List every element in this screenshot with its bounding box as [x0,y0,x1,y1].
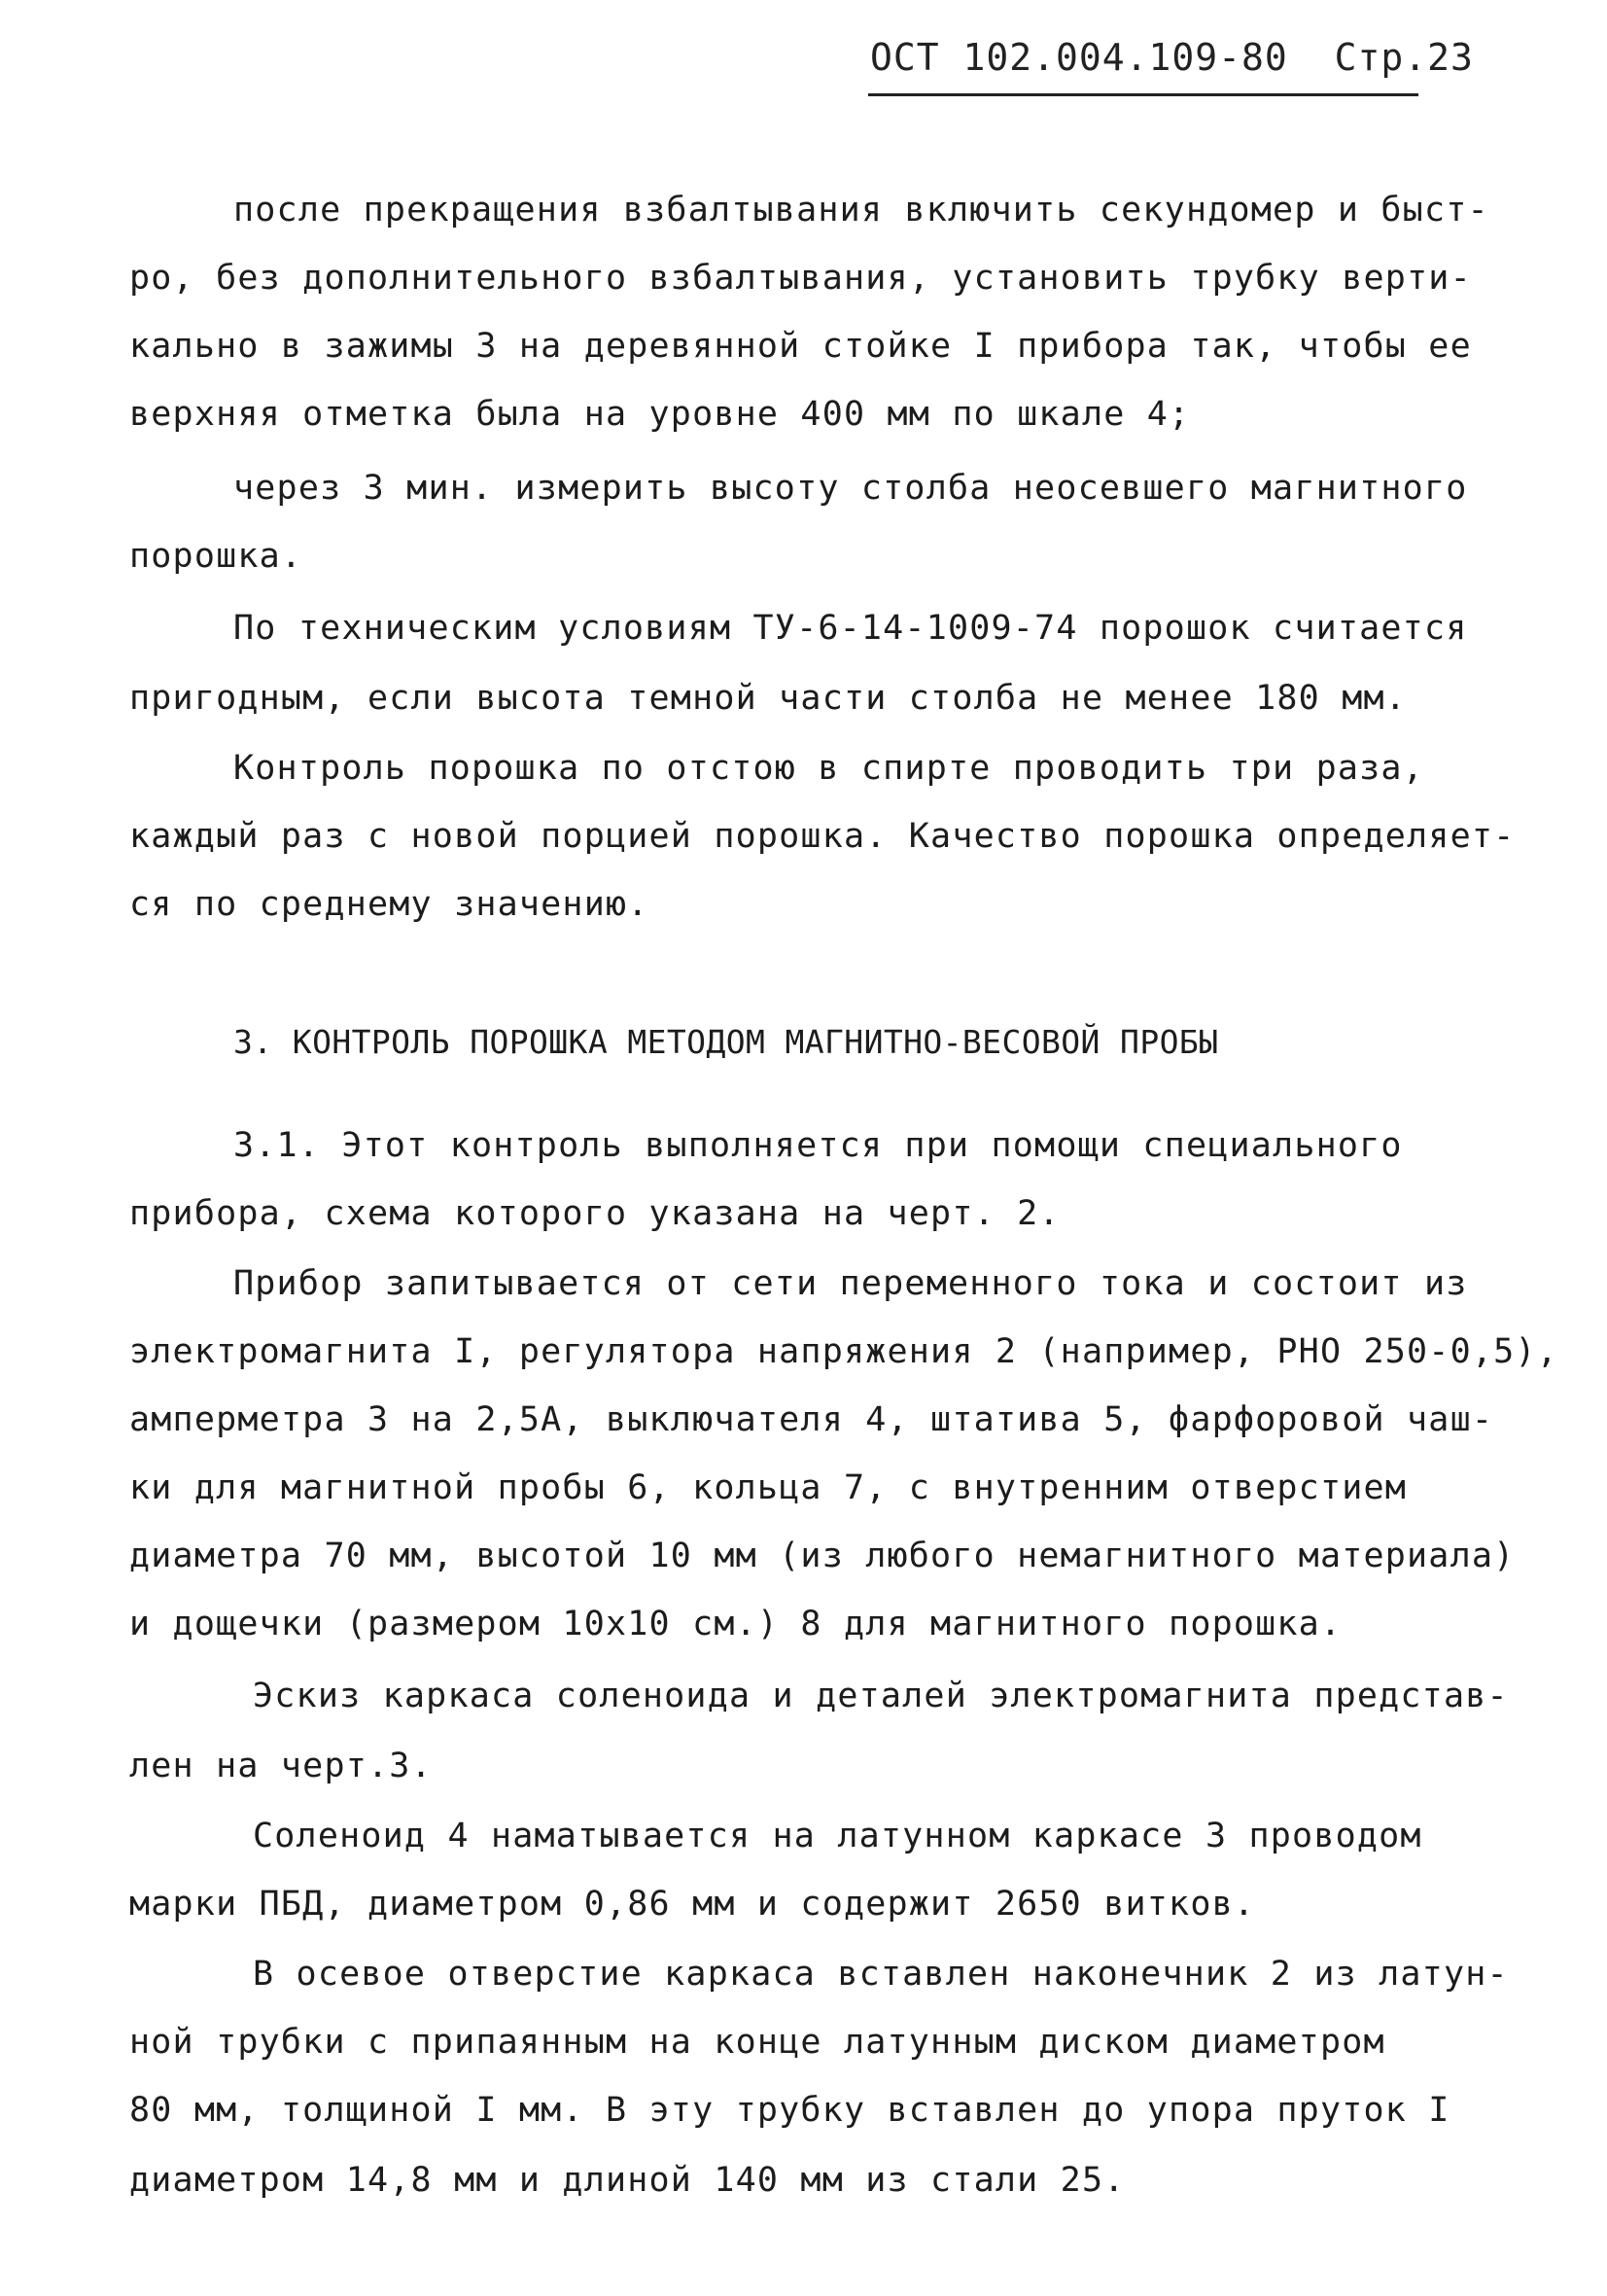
text-line: Прибор запитывается от сети переменного тока и состоит из [233,1264,1468,1303]
text-line: ной трубки с припаянным на конце латунным диском диаметром [129,2023,1385,2062]
header-underline [868,93,1418,96]
text-line: Соленоид 4 наматывается на латунном каркасе 3 проводом [253,1817,1422,1855]
text-line: порошка. [129,537,303,576]
text-line: марки ПБД, диаметром 0,86 мм и содержит 2650 витков. [129,1885,1256,1924]
text-line: амперметра 3 на 2,5А, выключателя 4, штатива 5, фарфоровой чаш- [129,1400,1494,1439]
document-number: ОСТ 102.004.109-80 [870,36,1288,79]
text-line: через 3 мин. измерить высоту столба неосевшего магнитного [233,469,1468,508]
text-line: Эскиз каркаса соленоида и деталей электромагнита представ- [253,1677,1509,1715]
text-line: и дощечки (размером 10х10 см.) 8 для магнитного порошка. [129,1605,1343,1643]
text-line: прибора, схема которого указана на черт. 2. [129,1194,1061,1233]
text-line: верхняя отметка была на уровне 400 мм по шкале 4; [129,395,1191,434]
text-line: каждый раз с новой порцией порошка. Качество порошка определяет- [129,817,1516,856]
text-line: ро, без дополнительного взбалтывания, установить трубку верти- [129,259,1472,298]
text-line: кально в зажимы 3 на деревянной стойке I прибора так, чтобы ее [129,327,1472,366]
text-line: диаметра 70 мм, высотой 10 мм (из любого немагнитного материала) [129,1537,1516,1575]
text-line: ки для магнитной пробы 6, кольца 7, с внутренним отверстием [129,1468,1408,1507]
section-heading: 3. КОНТРОЛЬ ПОРОШКА МЕТОДОМ МАГНИТНО-ВЕСОВОЙ ПРОБЫ [233,1023,1219,1061]
text-line: 3.1. Этот контроль выполняется при помощи специального [233,1126,1403,1165]
text-line: ся по среднему значению. [129,885,649,924]
text-line: В осевое отверстие каркаса вставлен наконечник 2 из латун- [253,1955,1509,1994]
text-line: 80 мм, толщиной I мм. В эту трубку вставлен до упора пруток I [129,2091,1450,2130]
text-line: диаметром 14,8 мм и длиной 140 мм из стали 25. [129,2161,1126,2200]
text-line: пригодным, если высота темной части столба не менее 180 мм. [129,679,1408,718]
text-line: после прекращения взбалтывания включить секундомер и быст- [233,191,1489,230]
text-line: лен на черт.3. [129,1747,433,1785]
page-header [870,29,1474,86]
text-line: Контроль порошка по отстою в спирте проводить три раза, [233,749,1424,788]
text-line: По техническим условиям ТУ-6-14-1009-74 порошок считается [233,609,1468,648]
page-number: Стр.23 [1334,36,1474,79]
text-line: электромагнита I, регулятора напряжения 2 (например, РНО 250-0,5), [129,1332,1558,1371]
